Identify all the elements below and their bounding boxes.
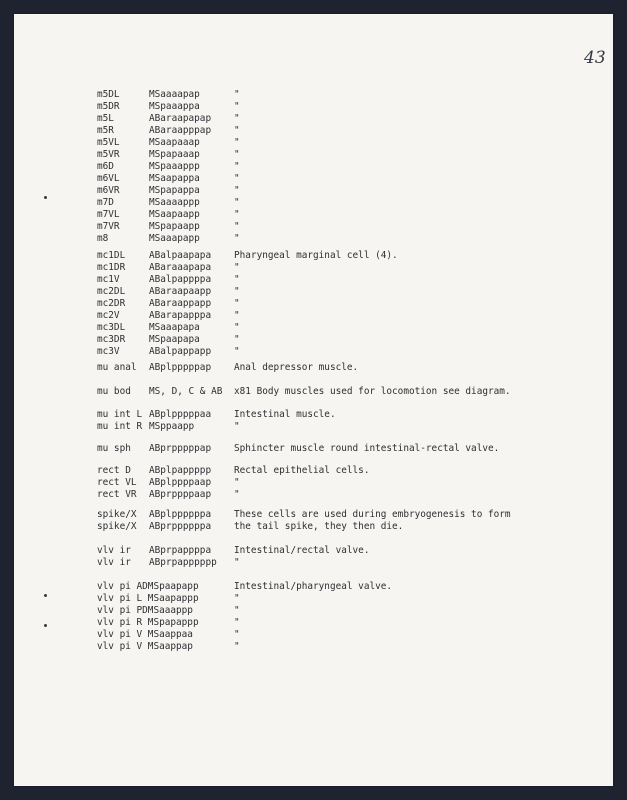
cell-lineage: ABalpappppa <box>149 274 212 285</box>
cell-description: " <box>234 161 240 172</box>
cell-description: " <box>234 310 240 321</box>
cell-lineage: MS, D, C & AB <box>149 386 223 397</box>
cell-description: Intestinal/pharyngeal valve. <box>234 581 393 592</box>
cell-lineage: ABaraapaapp <box>149 286 212 297</box>
cell-description: Intestinal muscle. <box>234 409 336 420</box>
cell-lineage: MSpapaapp <box>149 221 200 232</box>
cell-lineage: ABprpappppa <box>149 545 212 556</box>
cell-name: rect VL <box>97 477 137 488</box>
cell-description: " <box>234 322 240 333</box>
cell-description: Intestinal/rectal valve. <box>234 545 370 556</box>
cell-description: " <box>234 149 240 160</box>
cell-description: " <box>234 173 240 184</box>
cell-name: mc1DL <box>97 250 126 261</box>
cell-name: mu int R <box>97 421 143 432</box>
cell-lineage: MSaaapapa <box>149 322 200 333</box>
cell-description: " <box>234 298 240 309</box>
cell-lineage: ABprppppppa <box>149 521 212 532</box>
cell-lineage: MSaaapapp <box>149 233 200 244</box>
cell-name: mc3DR <box>97 334 126 345</box>
cell-description: " <box>234 274 240 285</box>
cell-lineage: MSaaaapap <box>149 89 200 100</box>
cell-description: x81 Body muscles used for locomotion see diagram. <box>234 386 511 397</box>
cell-name: mc2DR <box>97 298 126 309</box>
document-page <box>14 14 613 786</box>
cell-lineage: MSpapappa <box>149 185 200 196</box>
cell-description: Anal depressor muscle. <box>234 362 359 373</box>
cell-name: m5VL <box>97 137 120 148</box>
cell-description: " <box>234 262 240 273</box>
cell-name-lineage: vlv pi R MSpapappp <box>97 617 199 628</box>
cell-description: " <box>234 477 240 488</box>
cell-lineage: MSaaaappp <box>149 197 200 208</box>
cell-name: mu bod <box>97 386 131 397</box>
cell-description: " <box>234 286 240 297</box>
cell-description: Pharyngeal marginal cell (4). <box>234 250 398 261</box>
cell-name: m7VR <box>97 221 120 232</box>
cell-lineage: ABplppppaap <box>149 477 212 488</box>
cell-name: mc2DL <box>97 286 126 297</box>
cell-name: mc3DL <box>97 322 126 333</box>
cell-lineage: MSpaaappp <box>149 161 200 172</box>
cell-name: mc3V <box>97 346 120 357</box>
cell-description: " <box>234 113 240 124</box>
cell-name: spike/X <box>97 509 137 520</box>
cell-description: " <box>234 421 240 432</box>
cell-name: m6VR <box>97 185 120 196</box>
cell-lineage: ABplpppppaa <box>149 409 212 420</box>
cell-description: " <box>234 137 240 148</box>
cell-description: " <box>234 489 240 500</box>
cell-lineage: ABprppppaap <box>149 489 212 500</box>
cell-name: m5DL <box>97 89 120 100</box>
cell-description: " <box>234 593 240 604</box>
cell-description: Rectal epithelial cells. <box>234 465 370 476</box>
cell-lineage: ABaraapppap <box>149 125 212 136</box>
cell-lineage: MSppaapp <box>149 421 195 432</box>
cell-name: rect VR <box>97 489 137 500</box>
cell-lineage: ABaraapapap <box>149 113 212 124</box>
cell-name: m6D <box>97 161 114 172</box>
cell-lineage: ABaraappapp <box>149 298 212 309</box>
cell-description: These cells are used during embryogenesis to form <box>234 509 511 520</box>
cell-name-lineage: vlv pi ADMSpaapapp <box>97 581 199 592</box>
cell-name: mc1V <box>97 274 120 285</box>
cell-lineage: ABprpppppap <box>149 443 212 454</box>
margin-mark <box>44 624 47 627</box>
cell-name-lineage: vlv pi L MSaapappp <box>97 593 199 604</box>
margin-mark <box>44 196 47 199</box>
cell-description: Sphincter muscle round intestinal-rectal valve. <box>234 443 500 454</box>
cell-name: rect D <box>97 465 131 476</box>
cell-lineage: ABplpppppap <box>149 362 212 373</box>
cell-lineage: ABplpappppp <box>149 465 212 476</box>
page-number: 43 <box>584 48 606 68</box>
cell-description: " <box>234 617 240 628</box>
cell-description: " <box>234 334 240 345</box>
cell-name-lineage: vlv pi PDMSaaappp <box>97 605 193 616</box>
cell-lineage: ABprpapppppp <box>149 557 217 568</box>
cell-description: " <box>234 125 240 136</box>
cell-description: " <box>234 197 240 208</box>
cell-name: mu int L <box>97 409 143 420</box>
cell-lineage: ABarapapppa <box>149 310 212 321</box>
cell-name: mc2V <box>97 310 120 321</box>
cell-name: mu sph <box>97 443 131 454</box>
cell-name: m5DR <box>97 101 120 112</box>
cell-lineage: MSpapaaap <box>149 149 200 160</box>
cell-name: m6VL <box>97 173 120 184</box>
margin-mark <box>44 594 47 597</box>
cell-lineage: MSpaaappa <box>149 101 200 112</box>
cell-description: " <box>234 629 240 640</box>
cell-lineage: MSaapappa <box>149 173 200 184</box>
cell-lineage: MSaapaapp <box>149 209 200 220</box>
cell-description: " <box>234 605 240 616</box>
cell-name: m7VL <box>97 209 120 220</box>
cell-name: m5R <box>97 125 114 136</box>
cell-name: mu anal <box>97 362 137 373</box>
cell-lineage: ABplppppppa <box>149 509 212 520</box>
cell-description: the tail spike, they then die. <box>234 521 404 532</box>
cell-description: " <box>234 233 240 244</box>
cell-name-lineage: vlv pi V MSaappap <box>97 641 193 652</box>
cell-name: vlv ir <box>97 557 131 568</box>
cell-name: mc1DR <box>97 262 126 273</box>
cell-lineage: MSpaapapa <box>149 334 200 345</box>
cell-name: m7D <box>97 197 114 208</box>
cell-name: m8 <box>97 233 109 244</box>
cell-name: spike/X <box>97 521 137 532</box>
cell-description: " <box>234 557 240 568</box>
cell-description: " <box>234 641 240 652</box>
cell-description: " <box>234 185 240 196</box>
cell-description: " <box>234 209 240 220</box>
cell-lineage: ABalpappapp <box>149 346 212 357</box>
cell-description: " <box>234 101 240 112</box>
cell-description: " <box>234 221 240 232</box>
cell-description: " <box>234 346 240 357</box>
cell-name: m5L <box>97 113 114 124</box>
cell-name: m5VR <box>97 149 120 160</box>
cell-name-lineage: vlv pi V MSaappaa <box>97 629 193 640</box>
cell-name: vlv ir <box>97 545 131 556</box>
cell-lineage: MSaapaaap <box>149 137 200 148</box>
cell-lineage: ABalpaapapa <box>149 250 212 261</box>
cell-description: " <box>234 89 240 100</box>
cell-lineage: ABaraaapapa <box>149 262 212 273</box>
